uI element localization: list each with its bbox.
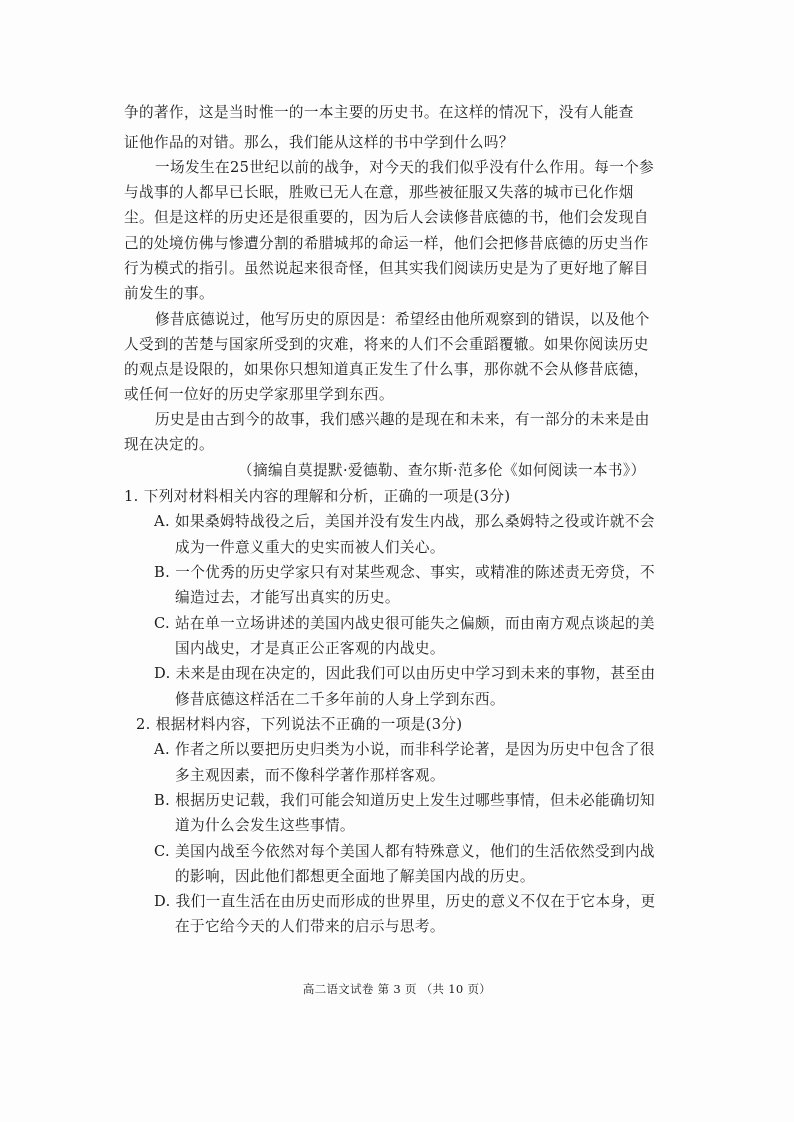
question-1-option-c: C. 站在单一立场讲述的美国内战史很可能失之偏颇，而由南方观点谈起的美 bbox=[154, 615, 655, 632]
question-1-option-d: D. 未来是由现在决定的，因此我们可以由历史中学习到未来的事物，甚至由 bbox=[154, 665, 656, 682]
passage-line: 现在决定的。 bbox=[124, 436, 214, 453]
passage-line: 修昔底德说过，他写历史的原因是：希望经由他所观察到的错误，以及他个 bbox=[155, 311, 650, 328]
passage-source: （摘编自莫提默·爱德勒、查尔斯·范多伦《如何阅读一本书》） bbox=[238, 462, 646, 479]
passage-line: 前发生的事。 bbox=[124, 285, 214, 302]
passage-line: 尘。但是这样的历史还是很重要的，因为后人会读修昔底德的书，他们会发现自 bbox=[124, 209, 649, 226]
passage-line: 的观点是设限的，如果你只想知道真正发生了什么事，那你就不会从修昔底德， bbox=[124, 361, 649, 378]
question-2-option-c: C. 美国内战至今依然对每个美国人都有特殊意义，他们的生活依然受到内战 bbox=[154, 843, 655, 860]
question-2-option-d: D. 我们一直生活在由历史而形成的世界里，历史的意义不仅在于它本身，更 bbox=[154, 893, 656, 910]
passage-line: 证他作品的对错。那么，我们能从这样的书中学到什么吗？ bbox=[124, 134, 514, 151]
question-1-option-b: B. 一个优秀的历史学家只有对某些观念、事实，或精准的陈述责无旁贷，不 bbox=[154, 564, 656, 581]
passage-line: 或任何一位好的历史学家那里学到东西。 bbox=[124, 386, 394, 403]
passage-line: 己的处境仿佛与惨遭分割的希腊城邦的命运一样，他们会把修昔底德的历史当作 bbox=[124, 235, 649, 252]
question-2-option-d-cont: 在于它给今天的人们带来的启示与思考。 bbox=[175, 918, 445, 935]
question-1-option-a-cont: 成为一件意义重大的史实而被人们关心。 bbox=[175, 539, 445, 556]
question-1-option-c-cont: 国内战史，才是真正公正客观的内战史。 bbox=[175, 640, 445, 657]
question-1-option-b-cont: 编造过去，才能写出真实的历史。 bbox=[175, 589, 400, 606]
passage-line: 与战事的人都早已长眠，胜败已无人在意，那些被征服又失落的城市已化作烟 bbox=[124, 184, 634, 201]
question-2-option-b-cont: 道为什么会发生这些事情。 bbox=[175, 817, 355, 834]
question-2-option-a: A. 作者之所以要把历史归类为小说，而非科学论著，是因为历史中包含了很 bbox=[154, 741, 655, 758]
passage-line: 历史是由古到今的故事，我们感兴趣的是现在和未来，有一部分的未来是由 bbox=[155, 411, 650, 428]
question-2-stem: 2. 根据材料内容，下列说法不正确的一项是(3分) bbox=[136, 716, 463, 733]
passage-line: 行为模式的指引。虽然说起来很奇怪，但其实我们阅读历史是为了更好地了解目 bbox=[124, 260, 649, 277]
question-2-option-c-cont: 的影响，因此他们都想更全面地了解美国内战的历史。 bbox=[175, 868, 535, 885]
question-2-option-a-cont: 多主观因素，而不像科学著作那样客观。 bbox=[175, 767, 445, 784]
question-2-option-b: B. 根据历史记载，我们可能会知道历史上发生过哪些事情，但未必能确切知 bbox=[154, 792, 656, 809]
question-1-option-a: A. 如果桑姆特战役之后，美国并没有发生内战，那么桑姆特之役或许就不会 bbox=[154, 513, 655, 530]
passage-line: 争的著作，这是当时惟一的一本主要的历史书。在这样的情况下，没有人能查 bbox=[124, 104, 634, 121]
question-1-stem: 1. 下列对材料相关内容的理解和分析，正确的一项是(3分) bbox=[124, 488, 511, 505]
question-1-option-d-cont: 修昔底德这样活在二千多年前的人身上学到东西。 bbox=[175, 691, 505, 708]
passage-line: 人受到的苦楚与国家所受到的灾难，将来的人们不会重蹈覆辙。如果你阅读历史 bbox=[124, 336, 649, 353]
page-footer: 高二语文试卷 第 3 页 （共 10 页） bbox=[302, 982, 492, 996]
passage-line: 一场发生在25世纪以前的战争，对今天的我们似乎没有什么作用。每一个参 bbox=[155, 159, 655, 176]
